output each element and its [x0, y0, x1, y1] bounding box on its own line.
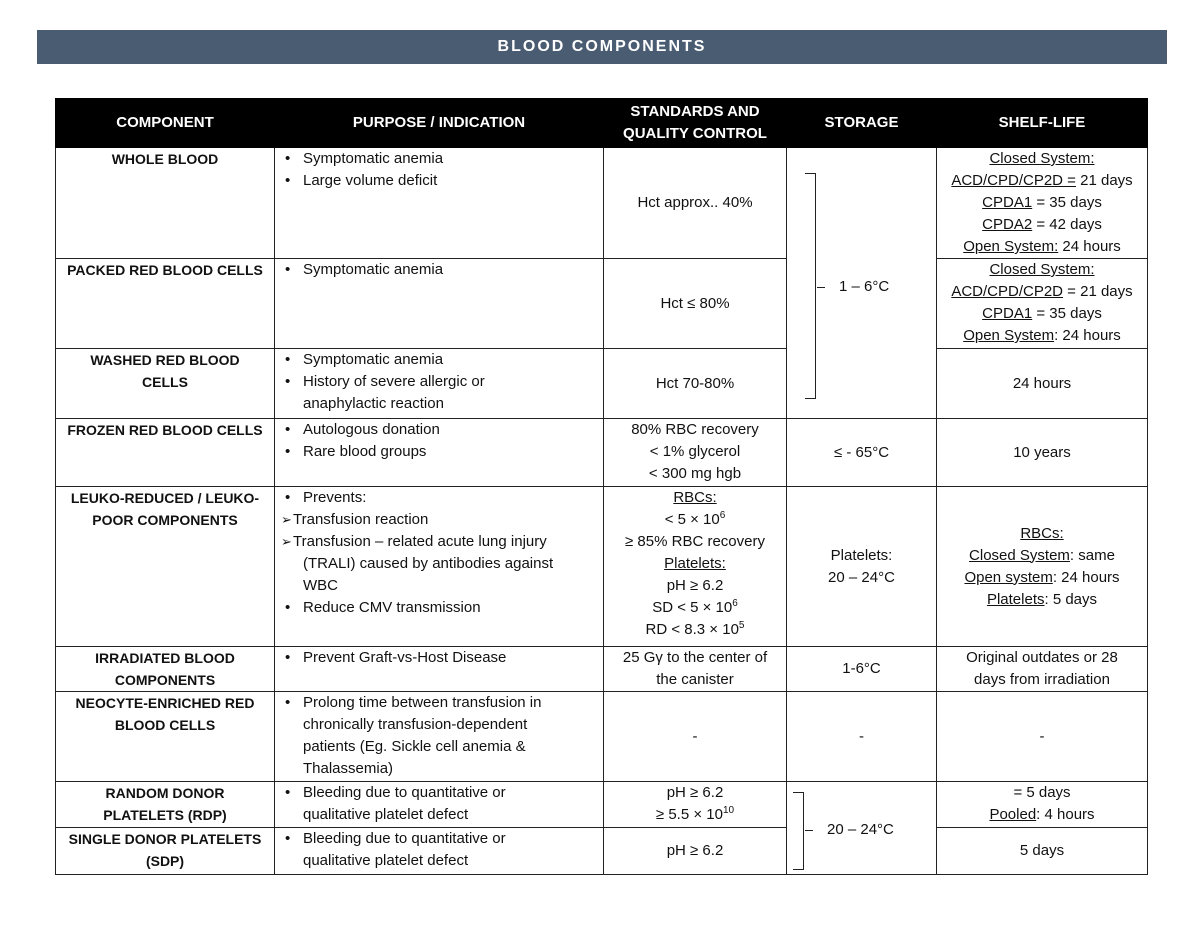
purpose-cell — [275, 487, 604, 647]
storage-value: Platelets: 20 – 24°C — [787, 487, 937, 647]
list-item: • Prevents: — [281, 487, 597, 509]
table-row — [56, 828, 1148, 875]
list-item: WBC — [303, 577, 338, 594]
list-item: • Bleeding due to quantitative or — [281, 782, 597, 804]
shelf-life-cell: = 5 days Pooled: 4 hours — [937, 782, 1148, 828]
component-name: PACKED RED BLOOD CELLS — [56, 259, 275, 349]
shelf-life-cell: Closed System: ACD/CPD/CP2D = 21 days CPDA1 = 35 days CPDA2 = 42 days Open System: 24 hours — [937, 148, 1148, 259]
purpose-cell — [275, 692, 604, 782]
list-item: • Symptomatic anemia — [281, 349, 597, 371]
list-item: qualitative platelet defect — [303, 806, 469, 823]
blood-components-table — [55, 98, 1148, 875]
purpose-cell — [275, 419, 604, 487]
purpose-cell — [275, 259, 604, 349]
bracket-tick — [805, 830, 813, 831]
list-item: • Large volume deficit — [281, 170, 597, 192]
purpose-cell — [275, 647, 604, 692]
list-item: ➢ Transfusion reaction — [281, 509, 597, 531]
standard-cell: RBCs: < $5 \times 10^6$ ≥ 85% RBC recovery Platelets: pH ≥ 6.2 SD < $5 \times 10^6$ RD < $8.3 \times 10^5$ — [604, 487, 787, 647]
standard-cell: 25 Gγ to the center of the canister — [604, 647, 787, 692]
table-row — [56, 487, 1148, 647]
list-item: anaphylactic reaction — [303, 395, 444, 412]
bracket-shape — [793, 792, 804, 870]
shelf-life-cell: - — [937, 692, 1148, 782]
table-row — [56, 647, 1148, 692]
bracket-shape — [805, 173, 816, 399]
component-name: IRRADIATED BLOOD COMPONENTS — [56, 647, 275, 692]
list-item: • Symptomatic anemia — [281, 148, 597, 170]
storage-value: 20 – 24°C — [827, 821, 894, 838]
shelf-life-cell: Closed System: ACD/CPD/CP2D = 21 days CPDA1 = 35 days Open System: 24 hours — [937, 259, 1148, 349]
table-row — [56, 782, 1148, 828]
list-item: • Prolong time between transfusion in — [281, 692, 597, 714]
list-item: • Autologous donation — [281, 419, 597, 441]
storage-value: ≤ - 65°C — [787, 419, 937, 487]
component-name: RANDOM DONOR PLATELETS (RDP) — [56, 782, 275, 828]
component-name: LEUKO-REDUCED / LEUKO- POOR COMPONENTS — [56, 487, 275, 647]
shelf-life-cell: 5 days — [937, 828, 1148, 875]
storage-group-cell — [787, 148, 937, 419]
list-item: • History of severe allergic or — [281, 371, 597, 393]
table-row — [56, 259, 1148, 349]
header-purpose: PURPOSE / INDICATION — [275, 99, 604, 148]
shelf-life-cell: RBCs: Closed System: same Open system: 24 hours Platelets: 5 days — [937, 487, 1148, 647]
table-row — [56, 692, 1148, 782]
list-item: patients (Eg. Sickle cell anemia & — [303, 738, 526, 755]
component-name: NEOCYTE-ENRICHED RED BLOOD CELLS — [56, 692, 275, 782]
list-item: Thalassemia) — [303, 760, 394, 777]
header-component: COMPONENT — [56, 99, 275, 148]
standard-cell: pH ≥ 6.2 ≥ $5.5 \times 10^{10}$ — [604, 782, 787, 828]
component-name: WASHED RED BLOOD CELLS — [56, 349, 275, 419]
shelf-life-cell: 24 hours — [937, 349, 1148, 419]
storage-group-cell — [787, 782, 937, 875]
list-item: • Prevent Graft-vs-Host Disease — [281, 647, 597, 669]
list-item: (TRALI) caused by antibodies against — [303, 555, 554, 572]
table-row — [56, 419, 1148, 487]
header-shelf-life: SHELF-LIFE — [937, 99, 1148, 148]
page-title-banner — [37, 30, 1167, 64]
standard-cell: Hct ≤ 80% — [604, 259, 787, 349]
table-header-row — [56, 99, 1148, 148]
list-item: • Symptomatic anemia — [281, 259, 597, 281]
component-name: WHOLE BLOOD — [56, 148, 275, 259]
standard-cell: - — [604, 692, 787, 782]
standard-cell: Hct 70-80% — [604, 349, 787, 419]
shelf-life-cell: Original outdates or 28 days from irradiation — [937, 647, 1148, 692]
storage-value: 1-6°C — [787, 647, 937, 692]
component-name: FROZEN RED BLOOD CELLS — [56, 419, 275, 487]
list-item: chronically transfusion-dependent — [303, 716, 528, 733]
table-row — [56, 349, 1148, 419]
list-item: • Rare blood groups — [281, 441, 597, 463]
standard-cell: pH ≥ 6.2 — [604, 828, 787, 875]
purpose-cell — [275, 782, 604, 828]
purpose-cell — [275, 148, 604, 259]
header-standards: STANDARDS AND QUALITY CONTROL — [604, 99, 787, 148]
storage-value: 1 – 6°C — [839, 278, 890, 295]
header-storage: STORAGE — [787, 99, 937, 148]
purpose-cell — [275, 828, 604, 875]
list-item: ➢ Transfusion – related acute lung injury — [281, 531, 597, 553]
table-row — [56, 148, 1148, 259]
shelf-life-cell: 10 years — [937, 419, 1148, 487]
standard-cell: 80% RBC recovery < 1% glycerol < 300 mg hgb — [604, 419, 787, 487]
list-item: • Bleeding due to quantitative or — [281, 828, 597, 850]
component-name: SINGLE DONOR PLATELETS (SDP) — [56, 828, 275, 875]
list-item: qualitative platelet defect — [303, 852, 469, 869]
bracket-tick — [817, 287, 825, 288]
list-item: • Reduce CMV transmission — [281, 597, 597, 619]
page-title: BLOOD COMPONENTS — [497, 38, 707, 55]
storage-value: - — [787, 692, 937, 782]
purpose-cell — [275, 349, 604, 419]
standard-cell: Hct approx.. 40% — [604, 148, 787, 259]
